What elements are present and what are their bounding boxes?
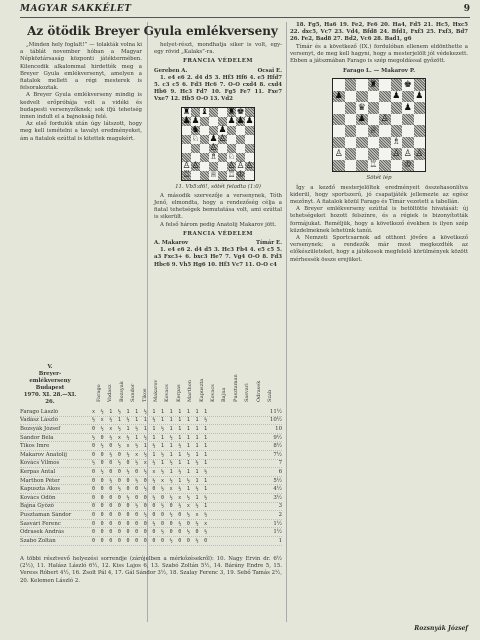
chess-piece-icon: ♛ (357, 102, 366, 113)
game-results: 0 ½ x ½ 1 ½ 1 1 ½ 1 1 1 1 1 (92, 425, 209, 432)
chess-piece-icon: ♟ (392, 91, 401, 102)
game-results: 0 0 0 0 ½ 0 0 ½ 0 ½ x ½ 1 ½ (92, 494, 209, 501)
table-row (20, 477, 282, 486)
chess-square (209, 117, 218, 126)
chess-square (391, 114, 403, 126)
chess-square (245, 171, 254, 180)
crosstable-column-name: Kovacs (210, 384, 216, 402)
player-points: 7 (278, 460, 282, 467)
game-results: 0 0 0 ½ 0 0 ½ 0 ½ x ½ 1 ½ 1 (92, 486, 209, 493)
chess-square (379, 137, 391, 149)
player-points: 7½ (273, 451, 282, 458)
chess-piece-icon: ♙ (415, 148, 424, 159)
chess-square (333, 125, 345, 137)
chess-square (368, 91, 380, 103)
table-row (20, 425, 282, 434)
chess-square (227, 135, 236, 144)
chess-square (379, 148, 391, 160)
player-points: 11½ (269, 408, 282, 415)
chess-square (345, 125, 357, 137)
player-name: Pusztaman Sándor (20, 511, 72, 518)
paragraph: Így a kezdő mesterjelöltek eredményeit összehasonlítva kiderül, hogy sportszerű, jó csapatjáték jellemezte az egész mezőnyt. A fiatalok közül Farago és Tímár vezetett a tabellán. (290, 184, 468, 206)
table-row (20, 503, 282, 512)
player-name: Farago László (20, 408, 59, 415)
chess-piece-icon: ♘ (191, 133, 200, 144)
player-name: Marthon Péter (20, 477, 60, 484)
chess-piece-icon: ♖ (182, 169, 191, 180)
chess-square (218, 108, 227, 117)
player-points: 8½ (273, 443, 282, 450)
chess-square (368, 137, 380, 149)
chess-square (356, 125, 368, 137)
black-player: Tímár E. (256, 240, 282, 247)
player-name: Bozsyák József (20, 425, 61, 432)
crosstable-column-name: Kovacs (164, 384, 171, 402)
paragraph: A felső három pedig Anatolij Makarov jött. (160, 221, 277, 228)
chess-square (391, 160, 403, 172)
chess-square (414, 137, 426, 149)
chess-square (391, 102, 403, 114)
crosstable-column-name: Farago (96, 384, 102, 402)
chess-square (191, 171, 200, 180)
chess-piece-icon: ♞ (191, 124, 200, 135)
chess-piece-icon: ♜ (182, 106, 191, 117)
player-points: 10½ (269, 417, 282, 424)
crosstable-column-name: Pusztaman (232, 374, 239, 402)
article-column-1 (20, 42, 142, 143)
chess-square (356, 79, 368, 91)
chess-square (245, 126, 254, 135)
chess-piece-icon: ♜ (227, 106, 236, 117)
crosstable-column-name: Bajna (221, 387, 228, 402)
chess-square (356, 160, 368, 172)
crosstable-column-names (92, 364, 282, 402)
article-title: Az ötödik Breyer Gyula emlékverseny (27, 24, 278, 38)
paragraph: A Breyer Gyula emlékverseny mindig is kedvelt erőpróbája volt a vidéki és budapesti versenyzőknek; sok ifjú tehetség innen indult el a bajnokság felé. (20, 92, 142, 121)
player-name: Makarov Anatolij (20, 451, 67, 458)
chess-square (345, 102, 357, 114)
table-row (20, 417, 282, 426)
chess-square (391, 125, 403, 137)
player-name: Bajna Győző (20, 503, 54, 510)
chess-piece-icon: ♘ (227, 151, 236, 162)
player-name: Odrasek András (20, 529, 64, 536)
chess-square (333, 137, 345, 149)
chess-piece-icon: ♜ (369, 79, 378, 90)
player-points: 10 (275, 425, 282, 432)
table-row (20, 520, 282, 529)
footnote (20, 556, 282, 585)
player-points: 4½ (273, 486, 282, 493)
chess-square (182, 144, 191, 153)
masthead: MAGYAR SAKKÉLET (20, 4, 132, 14)
game-results: 0 0 ½ 0 0 ½ 0 ½ x ½ 1 ½ 1 1 (92, 477, 209, 484)
chess-square (345, 160, 357, 172)
chess-square (391, 79, 403, 91)
crosstable-column-name: Vadasz (107, 384, 114, 402)
game-results: ½ 0 0 ½ 0 ½ x ½ 1 ½ 1 1 ½ 1 (92, 460, 209, 467)
chess-piece-icon: ♟ (218, 124, 227, 135)
chess-piece-icon: ♔ (236, 169, 245, 180)
article-column-3 (290, 22, 468, 264)
author-signature: Rozsnyák József (414, 625, 468, 632)
chess-piece-icon: ♟ (182, 115, 191, 126)
game-results: 0 0 0 0 0 0 ½ 0 0 ½ 0 ½ x ½ (92, 511, 209, 518)
chess-square (333, 160, 345, 172)
chess-piece-icon: ♟ (357, 114, 366, 125)
paragraph: A Nemzeti Sportcsarnok ad otthont jövőre a következő versenynek; a rendezők már most megkezdték az előkészületeket, hogy a játékosok megfelelő körülmények között mérhessék össze erejüket. (290, 235, 468, 263)
crosstable-column-name: Szab (267, 389, 273, 402)
game-results: x ½ 1 ½ 1 1 ½ 1 1 1 1 1 1 1 (92, 408, 209, 415)
crosstable-dates: 1970. XI. 28.—XI. 26. (23, 392, 77, 405)
chess-square (182, 135, 191, 144)
chess-square (379, 102, 391, 114)
chess-square (200, 162, 209, 171)
crosstable-column-name: Tikos (141, 388, 148, 402)
player-name: Kerpas Antal (20, 468, 56, 475)
crosstable-city: Budapest (35, 385, 65, 391)
chess-piece-icon: ♗ (209, 151, 218, 162)
player-points: 1½ (273, 520, 282, 527)
player-name: Sasvári Ferenc (20, 520, 61, 527)
paragraph: A Breyer emlékverseny ezúttal is betöltötte hivatását: új tehetségeket hozott felszínre, és a régiek is bizonyították formájukat. Reméljük, hogy a következő években is ilyen szép küzdelmeknek lehetünk tanúi. (290, 206, 468, 234)
table-row (20, 537, 282, 546)
diagram-title: Farago L. — Makarov P. (342, 68, 415, 75)
chess-piece-icon: ♖ (369, 160, 378, 171)
chess-piece-icon: ♟ (236, 115, 245, 126)
game-players (154, 68, 282, 75)
chess-square (236, 144, 245, 153)
white-player: A. Makarov (154, 240, 189, 247)
chess-piece-icon: ♙ (209, 142, 218, 153)
player-points: 5½ (273, 477, 282, 484)
footnote-text: A többi résztvevő helyezési sorrendje (zárójelben a mérkőzésekről): 10. Nagy Ervin dr. 6½ (2½), 11. Halász László 6½, 12. Kiss Lajos 6, 13. Szabó Zoltán 5½, 14. Bárány Endre 5, 15. Veress Róbert 4½, 16. Zsolt Pál 4, 17. Gál Sándor 3½, 18. Szalay Ferenc 3, 19. Sebő Tamás 2½, 20. Kelemen László 2. (20, 556, 282, 584)
chess-square (191, 144, 200, 153)
chess-square (345, 79, 357, 91)
chess-square (379, 91, 391, 103)
chess-square (402, 137, 414, 149)
chess-diagram (332, 78, 426, 172)
chess-piece-icon: ♟ (403, 102, 412, 113)
chess-square (414, 125, 426, 137)
table-row (20, 528, 282, 537)
player-name: Szabó Zoltán (20, 537, 56, 544)
chess-piece-icon: ♕ (369, 125, 378, 136)
chess-square (245, 144, 254, 153)
crosstable-heading (20, 364, 80, 406)
chess-piece-icon: ♙ (403, 148, 412, 159)
chess-square (182, 126, 191, 135)
chess-square (414, 79, 426, 91)
chess-square (414, 102, 426, 114)
game-moves: 18. Fg5, Ha6 19. Fe2, Fe6 20. Ha4, Fd5 21. Hc5, Hxc5 22. dxc5, Vc7 23. Vd4, Bfd8 24. Bfd1, Fxf3 25. Fxf3, Bd7 26. Fe2, Bad8 27. Bd2, Vc6 28. Bad1, g6 (290, 22, 468, 43)
chess-square (356, 148, 368, 160)
opening-heading: FRANCIA VÉDELEM (183, 230, 253, 237)
player-points: 6 (278, 468, 282, 475)
crosstable-column-name: Kerpas (175, 384, 182, 402)
crosstable-column-name: Kapuszta (198, 378, 205, 402)
chess-square (245, 135, 254, 144)
table-row (20, 408, 282, 417)
chess-square (200, 153, 209, 162)
table-row (20, 442, 282, 451)
chess-piece-icon: ♙ (182, 160, 191, 171)
game-results: 0 0 0 0 0 0 0 0 ½ 0 0 ½ 0 ½ (92, 529, 209, 536)
game-moves: 1. e4 e6 2. d4 d5 3. Hc3 Fb4 4. e5 c5 5. a3 Fxc3+ 6. bxc3 He7 7. Vg4 O-O 8. Fd3 Hbc6 9. Vh5 Hg6 10. Hf3 Vc7 11. O-O c4 (154, 247, 282, 268)
paragraph: A második szervezője a versenynek, Tóth Jenő, elmondta, hogy a rendezőség célja a fiatal tehetségek bemutatása volt, ami ezúttal is sikerült. (154, 192, 282, 221)
chess-piece-icon: ♟ (334, 91, 343, 102)
black-player: Ocsai E. (257, 67, 282, 74)
player-name: Vadász László (20, 417, 58, 424)
chess-piece-icon: ♕ (209, 169, 218, 180)
chess-square (200, 171, 209, 180)
chess-piece-icon: ♟ (245, 115, 254, 126)
chess-diagram (181, 107, 255, 181)
chess-square (218, 153, 227, 162)
chess-square (333, 79, 345, 91)
diagram-caption: Sötét lép (366, 175, 392, 182)
opening-heading: FRANCIA VÉDELEM (183, 58, 253, 65)
game-results: 0 0 0 0 0 0 0 ½ 0 0 ½ 0 ½ x (92, 520, 209, 527)
chess-square (345, 148, 357, 160)
chess-square (333, 114, 345, 126)
chess-square (402, 91, 414, 103)
game-moves: 1. e4 e6 2. d4 d5 3. Hf3 Hf6 4. e5 Hfd7 5. c3 c5 6. Fd3 Hc6 7. O-O cxd4 8. cxd4 Hb6 9. Hc3 Fd7 10. Fg5 Fe7 11. Fxe7 Vxe7 12. Hb5 O-O 13. Vd2 (154, 74, 282, 103)
game-results: ½ x ½ 1 ½ 1 1 ½ 1 1 1 1 1 ½ (92, 417, 209, 424)
crosstable-body (20, 408, 282, 546)
chess-square (200, 144, 209, 153)
crosstable-column-name: Sasvari (244, 383, 251, 402)
chess-piece-icon: ♙ (227, 160, 236, 171)
player-points: 3 (278, 503, 282, 510)
page-header (20, 4, 470, 18)
chess-square (356, 137, 368, 149)
chess-piece-icon: ♟ (191, 115, 200, 126)
chess-piece-icon: ♙ (191, 160, 200, 171)
player-points: 1½ (273, 529, 282, 536)
crosstable-column-name: Sandor (130, 383, 137, 402)
chess-square (368, 102, 380, 114)
chess-square (218, 171, 227, 180)
white-player: Gereben A. (154, 67, 188, 74)
table-row (20, 468, 282, 477)
table-row (20, 434, 282, 443)
chess-square (402, 125, 414, 137)
paragraph: Az első fordulók után úgy látszott, hogy meg kell ismételni a tavalyi eredményeket, ám a fiatalok ezúttal is kitettek magukért. (20, 121, 142, 142)
chess-square (218, 162, 227, 171)
chess-square (345, 114, 357, 126)
chess-piece-icon: ♙ (380, 114, 389, 125)
header-rule (20, 17, 470, 18)
player-name: Kapuszta Ákos (20, 486, 61, 493)
page-number: 9 (463, 4, 470, 14)
paragraph: „Minden hely foglalt!” — tolakták volna ki a táblát november hóban a Magyar Népköztársaság központi játéktermében. Kilencedik alkalommal hirdették meg a Breyer Gyula emlékversenyt, amelyen a fiatalok mellett a régi mesterek is felsorakoztak. (20, 42, 142, 92)
chess-square (200, 117, 209, 126)
player-name: Kovács Ödön (20, 494, 56, 501)
chess-square (368, 148, 380, 160)
chess-square (414, 114, 426, 126)
crosstable-column-name: Makarov (153, 379, 159, 402)
chess-square (379, 160, 391, 172)
player-name: Tikos Imre (20, 443, 50, 450)
article-column-2 (154, 42, 282, 269)
chess-piece-icon: ♚ (403, 79, 412, 90)
game-results: 0 0 ½ 0 ½ x ½ 1 ½ 1 1 ½ 1 1 (92, 451, 209, 458)
chess-square (345, 137, 357, 149)
game-results: 0 0 0 0 0 ½ 0 0 ½ 0 ½ x ½ 1 (92, 503, 209, 510)
player-points: 2 (278, 511, 282, 518)
player-points: 1 (278, 537, 282, 544)
paragraph: helyet-részt, mondhatja siker is volt, egy-egy rövid „Kalaks”-ra. (154, 42, 282, 56)
chess-piece-icon: ♙ (334, 148, 343, 159)
player-name: Sándor Béla (20, 434, 54, 441)
chess-piece-icon: ♙ (218, 133, 227, 144)
chess-piece-icon: ♗ (392, 137, 401, 148)
chess-square (379, 125, 391, 137)
game-players (154, 240, 282, 247)
crosstable-column-name: Marthon (187, 380, 194, 402)
table-row (20, 451, 282, 460)
player-points: 3½ (273, 494, 282, 501)
chess-square (209, 108, 218, 117)
chess-square (200, 126, 209, 135)
paragraph: Tímár és a következő (IX.) fordulóban ellenem eldönthette a versenyt, de meg kell hagyni, hogy a mesterjelölt jól védekezett. Ebben a játszmában Farago is szép megoldással győzött. (290, 43, 468, 65)
crosstable-column-name: Bozsyak (118, 381, 125, 402)
chess-square (379, 79, 391, 91)
crosstable-column-name: Odrasek (255, 380, 262, 402)
chess-piece-icon: ♙ (245, 160, 254, 171)
chess-square (333, 102, 345, 114)
chess-square (414, 160, 426, 172)
chess-square (218, 144, 227, 153)
game-results: ½ 0 ½ x ½ 1 ½ 1 1 ½ 1 1 1 1 (92, 434, 209, 441)
game-results: 0 ½ 0 ½ x ½ 1 ½ 1 1 ½ 1 1 1 (92, 443, 209, 450)
game-results: 0 0 0 0 0 0 0 0 0 ½ 0 0 ½ 0 (92, 537, 209, 544)
chess-square (345, 91, 357, 103)
chess-piece-icon: ♙ (392, 148, 401, 159)
chess-piece-icon: ♚ (236, 106, 245, 117)
game-results: 0 ½ 0 0 ½ 0 ½ x ½ 1 ½ 1 1 ½ (92, 468, 209, 475)
crosstable-roman: V. (47, 364, 53, 370)
chess-piece-icon: ♖ (227, 169, 236, 180)
chess-piece-icon: ♟ (415, 91, 424, 102)
player-name: Kovács Vilmos (20, 460, 60, 467)
chess-square (227, 126, 236, 135)
chess-piece-icon: ♙ (236, 160, 245, 171)
crosstable-event: Breyer-emlékverseny (29, 371, 71, 384)
table-row (20, 485, 282, 494)
chess-square (368, 114, 380, 126)
chess-piece-icon: ♔ (403, 160, 412, 171)
table-row (20, 511, 282, 520)
table-row (20, 460, 282, 469)
chess-square (200, 135, 209, 144)
chess-piece-icon: ♟ (209, 133, 218, 144)
player-points: 9½ (273, 434, 282, 441)
column-divider (286, 22, 287, 622)
chess-piece-icon: ♟ (227, 115, 236, 126)
chess-piece-icon: ♝ (200, 106, 209, 117)
table-row (20, 494, 282, 503)
chess-square (236, 126, 245, 135)
chess-square (402, 114, 414, 126)
diagram-caption: 11. Vb5:d6!, sötét feladta (1:0) (175, 183, 261, 190)
crosstable (20, 364, 282, 554)
chess-square (356, 91, 368, 103)
chess-square (236, 135, 245, 144)
